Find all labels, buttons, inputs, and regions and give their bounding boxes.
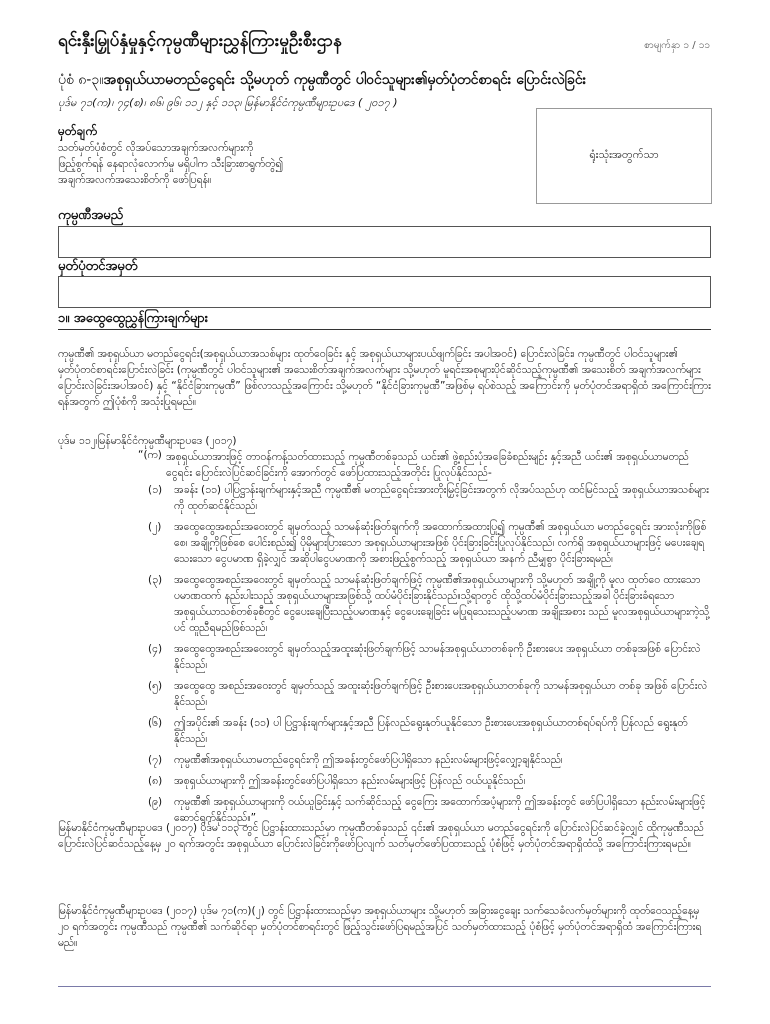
form-title xyxy=(58,70,718,91)
list-item xyxy=(148,773,713,789)
item-number: (၂) xyxy=(148,521,162,533)
item-text: အထွေထွေ အစည်းအဝေးတွင် ချမှတ်သည့် အထူးဆုံးဖြတ်ချက်ဖြင့် ဦးစားပေးအစုရှယ်ယာတစ်ခုကို သာမန်အစုရှယ်ယာ တစ်ခု အဖြစ် ပြောင်းလဲနိုင်သည်၊ xyxy=(174,680,708,708)
company-name-label: ကုမ္ပဏီအမည် xyxy=(58,208,124,223)
provision-list xyxy=(148,482,713,831)
item-text: အထွေထွေအစည်းအဝေးတွင် ချမှတ်သည့် သာမန်ဆုံးဖြတ်ချက်ဖြင့် ကုမ္ပဏီ၏အစုရှယ်ယာများကို သို့မဟုတ် အချို့ကို မူလ ထုတ်ဝေ ထားသော ပမာဏထက် နည်းပါးသည့် အစုရှယ်ယာများအဖြစ်သို့ ထပ်မံပိုင်းခြားနိုင်သည်။သို့ရာတွင် ထိုသို့ထပ်မံပိုင်းခြားသည့်အခါ ပိုင်းခြားခံရသော အစုရှယ်ယာသစ်တစ်ခုစီတွင် ငွေပေးချေပြီးသည့်ပမာဏနှင့် ငွေပေးချေခြင်း မပြုရသေးသည့်ပမာဏ အချိုးအစား သည် မူလအစုရှယ်ယာများကဲ့သို့ပင် ထူညီရမည်ဖြစ်သည်၊ xyxy=(174,574,710,634)
company-name-field[interactable] xyxy=(58,226,711,258)
list-item xyxy=(148,519,713,567)
closing-paragraph-2: မြန်မာနိုင်ငံကုမ္ပဏီများဥပဒေ (၂၀၁၇) ပုဒ်မ ၇၁(က)(၂) တွင် ပြဋ္ဌာန်းထားသည်မှာ အစုရှယ်ယာများ သို့မဟုတ် အခြားငွေချေး သက်သေခံလက်မှတ်များကို ထုတ်ဝေသည့်နေ့မှ ၂၀ ရက်အတွင်း ကုမ္ပဏီသည် ကုမ္ပဏီ၏ သက်ဆိုင်ရာ မှတ်ပုံတင်စာရင်းတွင် ဖြည့်သွင်းဖော်ပြရမည့်အပြင် သတ်မှတ်ထားသည့် ပုံစံဖြင့် မှတ်ပုံတင်အရာရှိထံ အကြောင်းကြားရမည်။ xyxy=(58,905,702,949)
list-item xyxy=(148,752,713,768)
section-reference: ပုဒ်မ ၁၁၂၊မြန်မာနိုင်ငံကုမ္ပဏီများဥပဒေ (၂၀၁၇) xyxy=(58,435,237,447)
office-use-box xyxy=(536,108,712,204)
item-text: အခန်း (၁၁) ပါပြဋ္ဌာန်းချက်များနှင့်အညီ ကုမ္ပဏီ၏ မတည်ငွေရင်းအားတိုးမြှင့်ခြင်းအတွက် လိုအပ်သည်ဟု ထင်မြင်သည့် အစုရှယ်ယာအသစ်များကို ထုတ်ဆင်နိုင်သည်၊ xyxy=(174,484,709,512)
note-heading: မှတ်ချက် xyxy=(58,124,97,138)
item-text: အစုရှယ်ယာများကို ဤအခန်းတွင်ဖော်ပြပါရှိသော နည်းလမ်းများဖြင့် ပြန်လည် ဝယ်ယူနိုင်သည်၊ xyxy=(174,775,526,787)
intro-paragraph: ကုမ္ပဏီ၏ အစုရှယ်ယာ မတည်ငွေရင်း(အစုရှယ်ယာအသစ်များ ထုတ်ဝေခြင်း နှင့် အစုရှယ်ယာများပယ်ဖျက်ခြင်း အပါအဝင်) ပြောင်းလဲခြင်း၊ ကုမ္ပဏီတွင် ပါဝင်သူများ၏ မှတ်ပုံတင်စာရင်းပြောင်းလဲခြင်း (ကုမ္ပဏီတွင် ပါဝင်သူများ၏ အသေးစိတ်အချက်အလက်များ သို့မဟုတ် မူရင်းအစုများပိုင်ဆိုင်သည့်ကုမ္ပဏီ၏ အသေးစိတ် အချက်အလက်များပြောင်းလဲခြင်းအပါအဝင်) နှင့် “နိုင်ငံခြားကုမ္ပဏီ” ဖြစ်လာသည့်အကြောင်း သို့မဟုတ် “နိုင်ငံခြားကုမ္ပဏီ”အဖြစ်မှ ရပ်စဲသည့် အကြောင်းကို မှတ်ပုံတင်အရာရှိထံ အကြောင်းကြားရန်အတွက် ဤပုံစံကို အသုံးပြုရမည်။ xyxy=(58,348,711,408)
item-number: (၃) xyxy=(148,574,163,586)
item-number: (၉) xyxy=(148,796,163,808)
registration-number-label: မှတ်ပုံတင်အမှတ် xyxy=(58,259,138,274)
list-item xyxy=(148,482,713,514)
item-number: (၄) xyxy=(148,643,163,655)
list-item xyxy=(148,572,713,636)
form-legal-reference: ပုဒ်မ ၇၁(က)၊ ၇၄(စ)၊ ၈၆၊ ၉၆၊ ၁၁၂ နှင့် ၁၁၃၊ မြန်မာနိုင်ငံကုမ္ပဏီများဥပဒေ ( ၂၀၁၇ ) xyxy=(58,96,398,109)
quote-lead: “(က) xyxy=(138,449,162,461)
office-use-label: ရုံးသုံးအတွက်သာ xyxy=(589,148,659,161)
item-number: (၈) xyxy=(148,775,163,787)
footer-divider xyxy=(58,986,711,987)
list-item xyxy=(148,641,713,673)
quote-body: အစုရှယ်ယာအားဖြင့် တာဝန်ကန့်သတ်ထားသည့် ကုမ္ပဏီတစ်ခုသည် ယင်း၏ ဖွဲ့စည်းပုံအခြေခံစည်းမျဉ်း နှင့်အညီ ယင်း၏ အစုရှယ်ယာမတည်ငွေရင်း ပြောင်းလဲပြင်ဆင်ခြင်းကို အောက်တွင် ဖော်ပြထားသည့်အတိုင်း ပြုလုပ်နိုင်သည်- xyxy=(166,451,689,479)
section-divider xyxy=(58,329,711,330)
note-line: အချက်အလက်အသေးစိတ်ကို ဖော်ပြရန်။ xyxy=(58,174,212,186)
item-text: ကုမ္ပဏီ၏ အစုရှယ်ယာများကို ဝယ်ယူခြင်းနှင့် သက်ဆိုင်သည့် ငွေကြေး အထောက်အပံ့များကို ဤအခန်းတွင် ဖော်ပြပါရှိသော နည်းလမ်းများဖြင့် ဆောင်ရွက်နိုင်သည်။” xyxy=(174,796,706,824)
item-text: အထွေထွေအစည်းအဝေးတွင် ချမှတ်သည့်အထူးဆုံးဖြတ်ချက်ဖြင့် သာမန်အစုရှယ်ယာတစ်ခုကို ဦးစားပေး အစုရှယ်ယာ တစ်ခုအဖြစ် ပြောင်းလဲနိုင်သည်၊ xyxy=(174,643,701,671)
form-number: ပုံစံ ၈-၃။ xyxy=(58,72,104,88)
list-item xyxy=(148,678,713,710)
page-number: စာမျက်နှာ ၁ / ၁၁ xyxy=(644,40,710,51)
item-number: (၇) xyxy=(148,754,163,766)
note-line: ဖြည့်စွက်ရန် နေရာလုံလောက်မှု မရှိပါက သီးခြားစာရွက်တွဲ၍ xyxy=(58,158,284,170)
closing-paragraph-1: မြန်မာနိုင်ငံကုမ္ပဏီများဥပဒေ (၂၀၁၇) ပုဒ်မ ၁၁၃ တွင် ပြဋ္ဌာန်းထားသည်မှာ ကုမ္ပဏီတစ်ခုသည် ၎င်း၏ အစုရှယ်ယာ မတည်ငွေရင်းကို ပြောင်းလဲပြင်ဆင်ခဲ့လျှင် ထိုကုမ္ပဏီသည် ပြောင်းလဲပြင်ဆင်သည့်နေ့မှ ၂၀ ရက်အတွင်း အစုရှယ်ယာ ပြောင်းလဲခြင်းကိုဖော်ပြလျက် သတ်မှတ်ဖော်ပြထားသည့် ပုံစံဖြင့် မှတ်ပုံတင်အရာရှိထံသို့ အကြောင်းကြားရမည်။ xyxy=(58,822,704,850)
department-title: ရင်းနှီးမြှုပ်နှံမှုနှင့်ကုမ္ပဏီများညွှန်ကြားမှုဦးစီးဌာန xyxy=(58,31,342,51)
item-number: (၁) xyxy=(148,484,163,496)
item-text: ကုမ္ပဏီ၏အစုရှယ်ယာမတည်ငွေရင်းကို ဤအခန်းတွင်ဖော်ပြပါရှိသော နည်းလမ်းများဖြင့်လျှော့ချနိုင်သည်၊ xyxy=(174,754,563,766)
section-heading: ၁။ အထွေထွေညွှန်ကြားချက်များ xyxy=(58,311,209,326)
registration-number-field[interactable] xyxy=(58,276,711,308)
note-body xyxy=(58,140,478,188)
item-number: (၅) xyxy=(148,680,163,692)
note-line: သတ်မှတ်ပုံစံတွင် လိုအပ်သောအချက်အလက်များကို xyxy=(58,142,254,154)
item-text: ဤအပိုင်း၏ အခန်း (၁၁) ပါ ပြဋ္ဌာန်းချက်များနှင့်အညီ ပြန်လည်ရွေးနုတ်ယူနိုင်သော ဦးစားပေးအစုရှယ်ယာတစ်ရပ်ရပ်ကို ပြန်လည် ရွေးနုတ်နိုင်သည်၊ xyxy=(174,717,688,745)
form-title-text: အစုရှယ်ယာမတည်ငွေရင်း သို့မဟုတ် ကုမ္ပဏီတွင် ပါဝင်သူများ၏မှတ်ပုံတင်စာရင်း ပြောင်းလဲခြင်း xyxy=(103,72,587,88)
item-text: အထွေထွေအစည်းအဝေးတွင် ချမှတ်သည့် သာမန်ဆုံးဖြတ်ချက်ကို အထောက်အထားပြု၍ ကုမ္ပဏီ၏ အစုရှယ်ယာ မတည်ငွေရင်း အားလုံးကိုဖြစ်စေ၊ အချို့ကိုဖြစ်စေ ပေါင်းစည်း၍ ပိုမိုများပြားသော အစုရှယ်ယာများအဖြစ် ပိုင်းခြားခြင်းပြုလုပ်နိုင်သည်၊ လက်ရှိ အစုရှယ်ယာများဖြင့် မပေးချေရသေးသော ငွေပမာဏ ရှိခဲ့လျှင် အဆိုပါငွေပမာဏကို အစားဖြည့်စွက်သည့် အစုရှယ်ယာ အနက် ညီမျှစွာ ပိုင်းခြားရမည်၊ xyxy=(174,521,707,565)
list-item xyxy=(148,715,713,747)
item-number: (၆) xyxy=(148,717,163,729)
